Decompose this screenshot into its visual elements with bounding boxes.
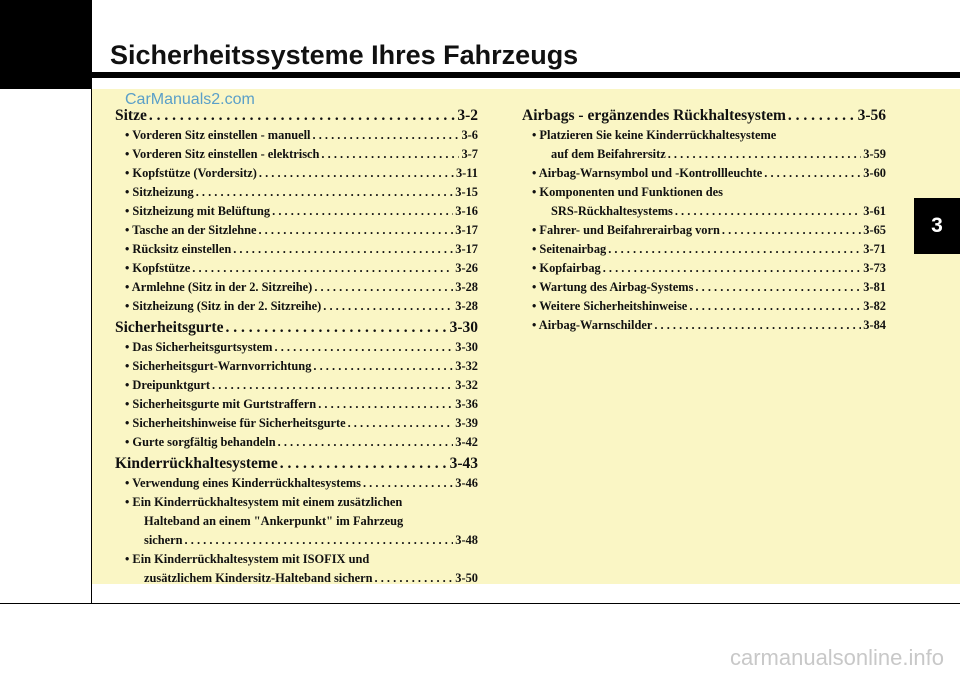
toc-page-number: 3-84 xyxy=(863,318,886,332)
toc-page-number: 3-30 xyxy=(455,340,478,354)
toc-item-label: • Rücksitz einstellen xyxy=(125,242,232,256)
watermark-top: CarManuals2.com xyxy=(125,91,255,108)
toc-item-label: zusätzlichem Kindersitz-Halteband sichern xyxy=(144,571,373,585)
toc-item-line[interactable]: • Platzieren Sie keine Kinderrückhaltesysteme xyxy=(532,128,777,142)
bottom-rule xyxy=(0,603,960,604)
toc-section-label: Kinderrückhaltesysteme xyxy=(115,455,278,472)
toc-item[interactable] xyxy=(115,533,478,552)
toc-item[interactable] xyxy=(522,242,886,261)
toc-item-label: • Tasche an der Sitzlehne xyxy=(125,223,257,237)
toc-section-label: Sitze xyxy=(115,107,147,124)
toc-page-number: 3-30 xyxy=(449,319,478,336)
dot-leader xyxy=(318,397,453,412)
toc-item[interactable] xyxy=(115,571,478,590)
watermark-bottom: carmanualsonline.info xyxy=(729,645,944,670)
toc-item-label: • Airbag-Warnsymbol und -Kontrollleuchte xyxy=(532,166,763,180)
toc-page-number: 3-81 xyxy=(863,280,886,294)
toc-item-label: SRS-Rückhaltesystems xyxy=(551,204,673,218)
toc-item-line[interactable]: • Komponenten und Funktionen des xyxy=(532,185,723,199)
toc-page-number: 3-46 xyxy=(455,476,478,490)
title-rule xyxy=(92,72,960,78)
toc-item-label: • Dreipunktgurt xyxy=(125,378,211,392)
toc-item[interactable] xyxy=(115,476,478,495)
dot-leader xyxy=(695,280,861,295)
toc-item-label: • Verwendung eines Kinderrückhaltesystems xyxy=(125,476,361,490)
toc-right-column xyxy=(522,106,886,337)
toc-item-label: • Kopfstütze xyxy=(125,261,191,275)
toc-page-number: 3-16 xyxy=(455,204,478,218)
toc-page-number: 3-2 xyxy=(457,107,478,124)
dot-leader xyxy=(689,299,861,314)
toc-item[interactable] xyxy=(522,204,886,223)
dot-leader xyxy=(608,242,861,257)
chapter-tab-number: 3 xyxy=(931,214,943,237)
toc-page-number: 3-15 xyxy=(455,185,478,199)
toc-item-label: • Vorderen Sitz einstellen - manuell xyxy=(125,128,311,142)
toc-section-sicherheitsgurte[interactable] xyxy=(115,319,478,340)
toc-page-number: 3-11 xyxy=(455,166,478,180)
toc-item[interactable] xyxy=(115,166,478,185)
toc-item-label: • Kopfairbag xyxy=(532,261,601,275)
toc-item[interactable] xyxy=(115,359,478,378)
toc-item[interactable] xyxy=(522,166,886,185)
toc-page-number: 3-48 xyxy=(455,533,478,547)
dot-leader xyxy=(278,435,454,450)
toc-item-line[interactable]: • Ein Kinderrückhaltesystem mit ISOFIX und xyxy=(125,552,370,566)
toc-page-number: 3-32 xyxy=(455,378,478,392)
dot-leader xyxy=(313,359,453,374)
toc-item[interactable] xyxy=(115,261,478,280)
toc-item[interactable] xyxy=(115,223,478,242)
dot-leader xyxy=(275,340,454,355)
toc-page-number: 3-28 xyxy=(455,299,478,313)
toc-item-label: • Sicherheitshinweise für Sicherheitsgurte xyxy=(125,416,346,430)
toc-item-line[interactable]: Halteband an einem "Ankerpunkt" im Fahrzeug xyxy=(144,514,404,528)
dot-leader xyxy=(258,223,453,238)
dot-leader xyxy=(313,128,460,143)
dot-leader xyxy=(668,147,862,162)
dot-leader xyxy=(654,318,861,333)
dot-leader xyxy=(185,533,454,548)
toc-item[interactable] xyxy=(115,204,478,223)
toc-page-number: 3-7 xyxy=(461,147,478,161)
toc-item[interactable] xyxy=(115,397,478,416)
dot-leader xyxy=(323,299,453,314)
dot-leader xyxy=(314,280,453,295)
toc-page-number: 3-17 xyxy=(455,242,478,256)
toc-item[interactable] xyxy=(115,416,478,435)
toc-page-number: 3-39 xyxy=(455,416,478,430)
toc-item[interactable] xyxy=(522,299,886,318)
toc-item-label: • Seitenairbag xyxy=(532,242,607,256)
toc-item-label: • Armlehne (Sitz in der 2. Sitzreihe) xyxy=(125,280,313,294)
toc-item[interactable] xyxy=(115,280,478,299)
toc-item[interactable] xyxy=(115,147,478,166)
toc-item-label: • Wartung des Airbag-Systems xyxy=(532,280,694,294)
toc-item[interactable] xyxy=(522,223,886,242)
toc-item[interactable] xyxy=(115,378,478,397)
dot-leader xyxy=(225,319,447,337)
toc-item-label: • Sicherheitsgurte mit Gurtstraffern xyxy=(125,397,317,411)
toc-page-number: 3-26 xyxy=(455,261,478,275)
toc-page-number: 3-17 xyxy=(455,223,478,237)
dot-leader xyxy=(212,378,453,393)
toc-item-label: sichern xyxy=(144,533,183,547)
toc-page-number: 3-71 xyxy=(863,242,886,256)
toc-page-number: 3-50 xyxy=(455,571,478,585)
toc-item-line[interactable]: • Ein Kinderrückhaltesystem mit einem zusätzlichen xyxy=(125,495,403,509)
toc-section-airbags[interactable] xyxy=(522,107,886,128)
toc-page-number: 3-6 xyxy=(461,128,478,142)
toc-page-number: 3-60 xyxy=(863,166,886,180)
dot-leader xyxy=(788,107,856,125)
margin-divider xyxy=(91,89,92,604)
toc-page-number: 3-42 xyxy=(455,435,478,449)
toc-page-number: 3-36 xyxy=(455,397,478,411)
toc-page-number: 3-28 xyxy=(455,280,478,294)
corner-block xyxy=(0,0,92,89)
dot-leader xyxy=(375,571,454,586)
toc-section-sitze[interactable] xyxy=(115,107,478,128)
toc-item-label: • Fahrer- und Beifahrerairbag vorn xyxy=(532,223,720,237)
dot-leader xyxy=(192,261,453,276)
toc-item-label: • Sicherheitsgurt-Warnvorrichtung xyxy=(125,359,312,373)
toc-item[interactable] xyxy=(522,280,886,299)
dot-leader xyxy=(321,147,459,162)
toc-item-label: • Vorderen Sitz einstellen - elektrisch xyxy=(125,147,320,161)
toc-page-number: 3-32 xyxy=(455,359,478,373)
dot-leader xyxy=(675,204,861,219)
toc-page-number: 3-82 xyxy=(863,299,886,313)
toc-item-label: • Gurte sorgfältig behandeln xyxy=(125,435,276,449)
toc-item-label: • Kopfstütze (Vordersitz) xyxy=(125,166,257,180)
toc-item-label: • Das Sicherheitsgurtsystem xyxy=(125,340,273,354)
toc-item-label: • Airbag-Warnschilder xyxy=(532,318,653,332)
toc-item-label: • Sitzheizung mit Belüftung xyxy=(125,204,271,218)
toc-item[interactable] xyxy=(115,185,478,204)
toc-item[interactable] xyxy=(115,128,478,147)
dot-leader xyxy=(363,476,453,491)
toc-section-kinderrueckhaltesysteme[interactable] xyxy=(115,455,478,476)
dot-leader xyxy=(149,107,455,125)
dot-leader xyxy=(233,242,453,257)
toc-item[interactable] xyxy=(115,299,478,318)
chapter-tab[interactable] xyxy=(914,198,960,254)
toc-section-label: Sicherheitsgurte xyxy=(115,319,224,336)
toc-item-label: auf dem Beifahrersitz xyxy=(551,147,666,161)
dot-leader xyxy=(764,166,861,181)
dot-leader xyxy=(272,204,453,219)
toc-item[interactable] xyxy=(115,340,478,359)
toc-section-label: Airbags - ergänzendes Rückhaltesystem xyxy=(522,107,786,124)
toc-item-label: • Sitzheizung (Sitz in der 2. Sitzreihe) xyxy=(125,299,322,313)
toc-item[interactable] xyxy=(115,435,478,454)
toc-page-number: 3-56 xyxy=(857,107,886,124)
toc-page-number: 3-59 xyxy=(863,147,886,161)
toc-item-label: • Sitzheizung xyxy=(125,185,194,199)
dot-leader xyxy=(722,223,861,238)
toc-page-number: 3-43 xyxy=(449,455,478,472)
toc-item[interactable] xyxy=(522,261,886,280)
dot-leader xyxy=(196,185,454,200)
toc-item[interactable] xyxy=(522,318,886,337)
toc-left-column xyxy=(115,106,478,590)
toc-page-number: 3-73 xyxy=(863,261,886,275)
toc-item[interactable] xyxy=(522,147,886,166)
dot-leader xyxy=(348,416,454,431)
toc-item[interactable] xyxy=(115,242,478,261)
page-title: Sicherheitssysteme Ihres Fahrzeugs xyxy=(110,40,579,70)
toc-page-number: 3-65 xyxy=(863,223,886,237)
dot-leader xyxy=(280,455,448,473)
toc-item-label: • Weitere Sicherheitshinweise xyxy=(532,299,688,313)
dot-leader xyxy=(603,261,862,276)
dot-leader xyxy=(259,166,454,181)
toc-page-number: 3-61 xyxy=(863,204,886,218)
